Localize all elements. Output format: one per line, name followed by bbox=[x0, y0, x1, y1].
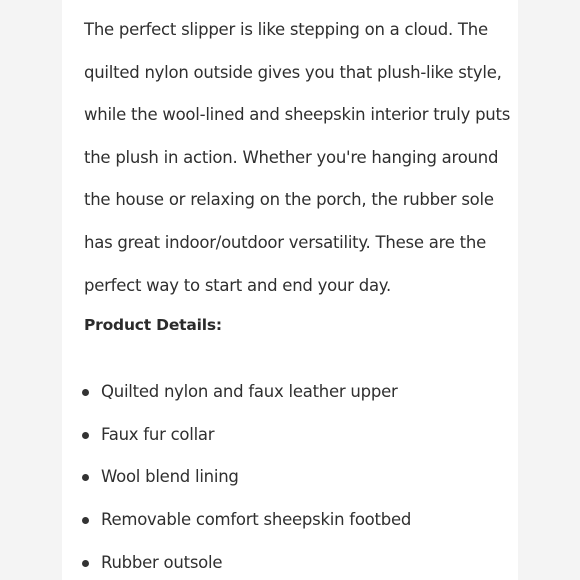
product-details-list bbox=[84, 371, 514, 580]
bullet-icon bbox=[82, 517, 89, 524]
list-item bbox=[84, 542, 514, 580]
bullet-icon bbox=[82, 560, 89, 567]
bullet-icon bbox=[82, 389, 89, 396]
bullet-icon bbox=[82, 432, 89, 439]
product-description-text: The perfect slipper is like stepping on a cloud. The quilted nylon outside gives you that plush-like style, while the wool-lined and sheepskin interior truly puts the plush in action. Whether you're hanging around the house or relaxing on the porch, the rubber sole has great indoor/outdoor versatility. These are the perfect way to start and end your day. bbox=[84, 20, 511, 295]
list-item-text: Rubber outsole bbox=[101, 552, 223, 572]
list-item-text: Wool blend lining bbox=[101, 467, 239, 487]
list-item-text: Removable comfort sheepskin footbed bbox=[101, 509, 412, 529]
list-item-text: Quilted nylon and faux leather upper bbox=[101, 382, 398, 402]
list-item bbox=[84, 499, 514, 542]
list-item bbox=[84, 414, 514, 457]
bullet-icon bbox=[82, 474, 89, 481]
list-item bbox=[84, 456, 514, 499]
list-item bbox=[84, 371, 514, 414]
list-item-text: Faux fur collar bbox=[101, 424, 215, 444]
product-details-heading: Product Details: bbox=[84, 316, 222, 335]
product-description-content bbox=[84, 0, 514, 580]
